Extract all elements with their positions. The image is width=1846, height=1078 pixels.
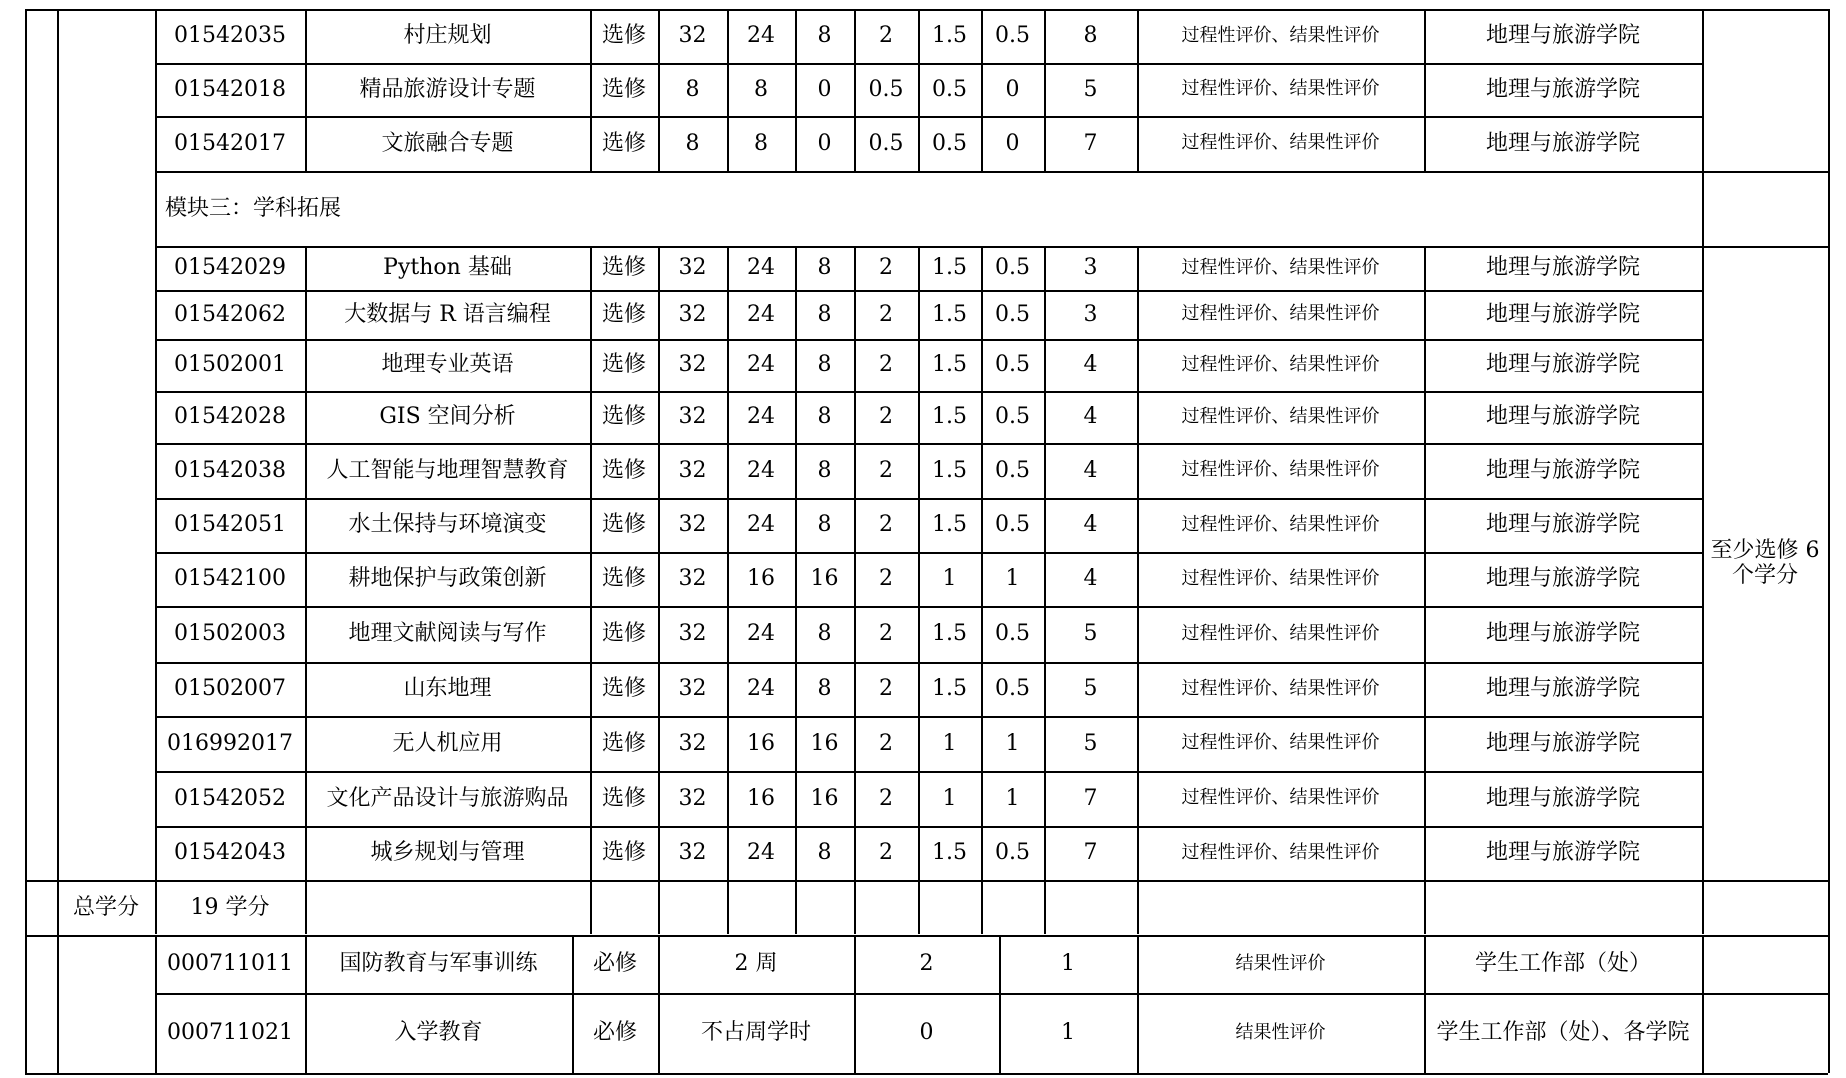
practice-hours: 16 <box>810 566 839 592</box>
grid-line-vertical <box>795 9 797 171</box>
course-type: 选修 <box>601 730 646 756</box>
total-hours: 2 周 <box>734 951 778 977</box>
semester: 5 <box>1083 76 1098 102</box>
theory-hours: 24 <box>747 512 775 538</box>
practice-hours: 0 <box>817 76 832 102</box>
practice-hours: 8 <box>817 301 832 327</box>
course-type: 选修 <box>601 840 646 866</box>
course-type: 选修 <box>601 255 646 281</box>
grid-line-horizontal <box>155 290 1702 292</box>
grid-line-horizontal <box>155 116 1702 118</box>
practice-credits: 0.5 <box>995 840 1030 866</box>
theory-hours: 24 <box>747 255 775 281</box>
semester: 3 <box>1083 255 1098 281</box>
department: 地理与旅游学院 <box>1485 23 1640 49</box>
grid-line-vertical <box>1702 935 1704 1073</box>
semester: 5 <box>1083 730 1098 756</box>
semester: 5 <box>1083 621 1098 647</box>
grid-line-vertical <box>305 935 307 1073</box>
grid-line-vertical <box>727 880 729 934</box>
grid-line-vertical <box>658 9 660 171</box>
theory-credits: 0.5 <box>932 76 967 102</box>
practice-hours: 8 <box>817 255 832 281</box>
grid-line-vertical <box>1424 880 1426 934</box>
theory-credits: 1.5 <box>932 255 967 281</box>
department: 地理与旅游学院 <box>1485 130 1640 156</box>
grid-line-vertical <box>658 246 660 881</box>
course-code: 01542100 <box>174 566 286 592</box>
department: 学生工作部（处） <box>1474 951 1651 977</box>
grid-line-horizontal <box>25 880 1828 882</box>
grid-line-vertical <box>1424 9 1426 171</box>
theory-credits: 1.5 <box>932 301 967 327</box>
course-code: 016992017 <box>167 730 293 756</box>
course-code: 01502001 <box>174 352 286 378</box>
practice-credits: 0.5 <box>995 23 1030 49</box>
assessment: 过程性评价、结果性评价 <box>1181 732 1380 754</box>
theory-hours: 24 <box>747 23 775 49</box>
credits: 2 <box>879 457 893 483</box>
course-name: 水土保持与环境演变 <box>348 512 547 538</box>
course-code: 01542035 <box>174 23 286 49</box>
practice-credits: 0.5 <box>995 255 1030 281</box>
grid-line-horizontal <box>155 993 1828 995</box>
grid-line-vertical <box>1137 935 1139 1073</box>
assessment: 结果性评价 <box>1235 1021 1326 1043</box>
course-name: 人工智能与地理智慧教育 <box>326 457 569 483</box>
grid-line-vertical <box>590 9 592 171</box>
practice-credits: 0.5 <box>995 457 1030 483</box>
total-hours: 32 <box>678 566 707 592</box>
credits: 2 <box>879 352 893 378</box>
grid-line-vertical <box>918 246 920 881</box>
grid-line-vertical <box>981 9 983 171</box>
grid-line-vertical <box>590 880 592 934</box>
grid-line-vertical <box>1044 9 1046 171</box>
practice-hours: 8 <box>817 676 832 702</box>
credits: 0 <box>919 1020 934 1046</box>
grid-line-vertical <box>1044 880 1046 934</box>
course-name: Python 基础 <box>383 255 512 281</box>
grid-line-vertical <box>1137 880 1139 934</box>
assessment: 结果性评价 <box>1235 952 1326 974</box>
theory-credits: 1.5 <box>932 23 967 49</box>
practice-hours: 0 <box>817 130 832 156</box>
course-type: 选修 <box>601 404 646 430</box>
practice-hours: 8 <box>817 512 832 538</box>
department: 地理与旅游学院 <box>1485 255 1640 281</box>
practice-credits: 1 <box>1005 566 1020 592</box>
grid-line-vertical <box>57 9 59 1073</box>
course-name: 入学教育 <box>394 1020 483 1046</box>
assessment: 过程性评价、结果性评价 <box>1181 132 1380 154</box>
grid-line-vertical <box>1044 246 1046 881</box>
semester: 7 <box>1083 840 1098 866</box>
course-type: 选修 <box>601 785 646 811</box>
theory-credits: 1.5 <box>932 352 967 378</box>
grid-line-vertical <box>305 246 307 881</box>
grid-line-vertical <box>1137 246 1139 881</box>
theory-hours: 16 <box>747 785 775 811</box>
theory-hours: 24 <box>747 840 775 866</box>
credits: 2 <box>879 566 893 592</box>
semester: 5 <box>1083 676 1098 702</box>
grid-line-vertical <box>795 246 797 881</box>
practice-hours: 8 <box>817 457 832 483</box>
department: 地理与旅游学院 <box>1485 404 1640 430</box>
grid-line-horizontal <box>25 9 1828 11</box>
semester: 4 <box>1083 352 1098 378</box>
total-hours: 32 <box>678 352 707 378</box>
grid-line-vertical <box>999 935 1001 1073</box>
course-name: 山东地理 <box>403 676 492 702</box>
grid-line-vertical <box>590 246 592 881</box>
course-type: 选修 <box>601 352 646 378</box>
practice-credits: 0 <box>1005 130 1020 156</box>
credits: 0.5 <box>868 130 904 156</box>
grid-line-vertical <box>1828 9 1830 1073</box>
theory-credits: 1.5 <box>932 404 967 430</box>
course-type: 选修 <box>601 566 646 592</box>
grid-line-vertical <box>918 9 920 171</box>
course-code: 01542062 <box>174 301 286 327</box>
semester: 1 <box>1061 1020 1075 1046</box>
assessment: 过程性评价、结果性评价 <box>1181 622 1380 644</box>
assessment: 过程性评价、结果性评价 <box>1181 78 1380 100</box>
grid-line-horizontal <box>155 339 1702 341</box>
practice-credits: 0.5 <box>995 352 1030 378</box>
grid-line-vertical <box>854 9 856 171</box>
theory-hours: 24 <box>747 404 775 430</box>
grid-line-vertical <box>155 935 157 1073</box>
grid-line-horizontal <box>155 246 1828 248</box>
course-code: 01502007 <box>174 676 286 702</box>
course-name: 村庄规划 <box>403 23 492 49</box>
total-hours: 32 <box>678 512 707 538</box>
grid-line-horizontal <box>155 552 1702 554</box>
practice-credits: 1 <box>1005 785 1020 811</box>
course-code: 01542038 <box>174 457 286 483</box>
practice-credits: 1 <box>1005 730 1020 756</box>
course-type: 选修 <box>601 301 646 327</box>
practice-credits: 0.5 <box>995 676 1030 702</box>
grid-line-vertical <box>854 935 856 1073</box>
total-hours: 8 <box>685 76 700 102</box>
grid-line-vertical <box>1424 246 1426 881</box>
assessment: 过程性评价、结果性评价 <box>1181 405 1380 427</box>
grid-line-vertical <box>727 246 729 881</box>
theory-credits: 1 <box>942 730 957 756</box>
total-hours: 不占周学时 <box>700 1020 811 1046</box>
grid-line-horizontal <box>155 443 1702 445</box>
total-hours: 32 <box>678 785 707 811</box>
course-code: 01542051 <box>174 512 286 538</box>
course-code: 000711021 <box>167 1020 293 1046</box>
grid-line-vertical <box>155 880 157 934</box>
semester: 7 <box>1083 130 1098 156</box>
theory-hours: 16 <box>747 566 775 592</box>
grid-line-vertical <box>1702 9 1704 880</box>
total-hours: 32 <box>678 840 707 866</box>
course-code: 01502003 <box>174 621 286 647</box>
course-type: 选修 <box>601 621 646 647</box>
semester: 4 <box>1083 457 1098 483</box>
practice-credits: 0.5 <box>995 512 1030 538</box>
credits: 2 <box>879 301 893 327</box>
department: 地理与旅游学院 <box>1485 785 1640 811</box>
theory-hours: 24 <box>747 621 775 647</box>
total-hours: 32 <box>678 255 707 281</box>
credits: 0.5 <box>868 76 904 102</box>
department: 学生工作部（处）、各学院 <box>1436 1020 1690 1046</box>
semester: 1 <box>1061 951 1075 977</box>
grid-line-horizontal <box>155 826 1702 828</box>
semester: 3 <box>1083 301 1098 327</box>
practice-hours: 8 <box>817 840 832 866</box>
assessment: 过程性评价、结果性评价 <box>1181 24 1380 46</box>
course-type: 选修 <box>601 676 646 702</box>
department: 地理与旅游学院 <box>1485 730 1640 756</box>
grid-line-horizontal <box>155 606 1702 608</box>
theory-credits: 1.5 <box>932 512 967 538</box>
practice-hours: 16 <box>810 785 839 811</box>
course-name: 无人机应用 <box>392 730 503 756</box>
grid-line-vertical <box>25 9 27 1073</box>
grid-line-vertical <box>795 880 797 934</box>
assessment: 过程性评价、结果性评价 <box>1181 256 1380 278</box>
assessment: 过程性评价、结果性评价 <box>1181 841 1380 863</box>
practice-hours: 8 <box>817 621 832 647</box>
grid-line-vertical <box>981 246 983 881</box>
total-hours: 32 <box>678 730 707 756</box>
course-code: 01542028 <box>174 404 286 430</box>
grid-line-vertical <box>981 880 983 934</box>
course-name: 城乡规划与管理 <box>370 840 525 866</box>
department: 地理与旅游学院 <box>1485 676 1640 702</box>
grid-line-horizontal <box>155 662 1702 664</box>
credits: 2 <box>879 23 893 49</box>
grid-line-vertical <box>1702 880 1704 934</box>
grid-line-horizontal <box>25 1073 1828 1075</box>
theory-hours: 24 <box>747 352 775 378</box>
course-name: 文旅融合专题 <box>381 130 514 156</box>
total-hours: 32 <box>678 404 707 430</box>
grid-line-horizontal <box>155 498 1702 500</box>
practice-credits: 0.5 <box>995 404 1030 430</box>
theory-credits: 0.5 <box>932 130 967 156</box>
course-type: 选修 <box>601 457 646 483</box>
course-type: 选修 <box>601 76 646 102</box>
course-code: 01542029 <box>174 255 286 281</box>
department: 地理与旅游学院 <box>1485 301 1640 327</box>
grid-line-vertical <box>305 9 307 171</box>
total-hours: 32 <box>678 621 707 647</box>
elective-note: 至少选修 6 个学分 <box>1710 537 1820 588</box>
practice-credits: 0 <box>1005 76 1020 102</box>
grid-line-vertical <box>658 880 660 934</box>
credits: 2 <box>879 621 893 647</box>
credits: 2 <box>879 730 893 756</box>
grid-line-vertical <box>305 880 307 934</box>
grid-line-vertical <box>572 935 574 1073</box>
course-type: 必修 <box>592 951 637 977</box>
practice-hours: 8 <box>817 352 832 378</box>
total-hours: 32 <box>678 457 707 483</box>
semester: 8 <box>1083 23 1098 49</box>
department: 地理与旅游学院 <box>1485 840 1640 866</box>
grid-line-horizontal <box>155 716 1702 718</box>
total-credits-label: 总学分 <box>72 894 139 920</box>
theory-credits: 1 <box>942 566 957 592</box>
grid-line-vertical <box>155 9 157 880</box>
course-name: 耕地保护与政策创新 <box>348 566 547 592</box>
grid-line-horizontal <box>155 171 1828 173</box>
assessment: 过程性评价、结果性评价 <box>1181 303 1380 325</box>
practice-hours: 8 <box>817 404 832 430</box>
course-code: 01542043 <box>174 840 286 866</box>
grid-line-vertical <box>854 246 856 881</box>
grid-line-horizontal <box>155 771 1702 773</box>
course-name: 文化产品设计与旅游购品 <box>326 785 569 811</box>
course-name: 地理文献阅读与写作 <box>348 621 547 647</box>
theory-credits: 1 <box>942 785 957 811</box>
course-code: 01542017 <box>174 130 286 156</box>
course-code: 01542018 <box>174 76 286 102</box>
course-name: 精品旅游设计专题 <box>359 76 536 102</box>
department: 地理与旅游学院 <box>1485 566 1640 592</box>
grid-line-vertical <box>1137 9 1139 171</box>
module-title: 模块三：学科拓展 <box>165 195 342 221</box>
theory-hours: 16 <box>747 730 775 756</box>
practice-credits: 0.5 <box>995 301 1030 327</box>
theory-credits: 1.5 <box>932 676 967 702</box>
department: 地理与旅游学院 <box>1485 76 1640 102</box>
grid-line-vertical <box>727 9 729 171</box>
semester: 4 <box>1083 404 1098 430</box>
grid-line-vertical <box>854 880 856 934</box>
department: 地理与旅游学院 <box>1485 512 1640 538</box>
assessment: 过程性评价、结果性评价 <box>1181 677 1380 699</box>
course-code: 000711011 <box>167 951 293 977</box>
assessment: 过程性评价、结果性评价 <box>1181 567 1380 589</box>
grid-line-horizontal <box>155 391 1702 393</box>
course-type: 选修 <box>601 23 646 49</box>
course-type: 必修 <box>592 1020 637 1046</box>
total-hours: 32 <box>678 676 707 702</box>
course-type: 选修 <box>601 512 646 538</box>
course-name: 地理专业英语 <box>381 352 514 378</box>
grid-line-horizontal <box>25 935 1828 937</box>
course-code: 01542052 <box>174 785 286 811</box>
credits: 2 <box>879 255 893 281</box>
assessment: 过程性评价、结果性评价 <box>1181 787 1380 809</box>
total-hours: 32 <box>678 23 707 49</box>
total-credits-value: 19 学分 <box>190 894 270 920</box>
course-name: 国防教育与军事训练 <box>339 951 538 977</box>
theory-hours: 24 <box>747 301 775 327</box>
credits: 2 <box>879 840 893 866</box>
grid-line-vertical <box>658 935 660 1073</box>
department: 地理与旅游学院 <box>1485 352 1640 378</box>
practice-hours: 8 <box>817 23 832 49</box>
theory-hours: 24 <box>747 457 775 483</box>
credits: 2 <box>879 676 893 702</box>
theory-hours: 24 <box>747 676 775 702</box>
course-type: 选修 <box>601 130 646 156</box>
credits: 2 <box>879 512 893 538</box>
total-hours: 32 <box>678 301 707 327</box>
course-name: GIS 空间分析 <box>379 404 516 430</box>
assessment: 过程性评价、结果性评价 <box>1181 513 1380 535</box>
semester: 4 <box>1083 512 1098 538</box>
grid-line-horizontal <box>155 63 1702 65</box>
practice-credits: 0.5 <box>995 621 1030 647</box>
credits: 2 <box>879 404 893 430</box>
department: 地理与旅游学院 <box>1485 457 1640 483</box>
assessment: 过程性评价、结果性评价 <box>1181 459 1380 481</box>
course-name: 大数据与 R 语言编程 <box>344 301 551 327</box>
practice-hours: 16 <box>810 730 839 756</box>
assessment: 过程性评价、结果性评价 <box>1181 353 1380 375</box>
department: 地理与旅游学院 <box>1485 621 1640 647</box>
theory-credits: 1.5 <box>932 840 967 866</box>
theory-credits: 1.5 <box>932 457 967 483</box>
semester: 4 <box>1083 566 1098 592</box>
theory-hours: 8 <box>754 76 768 102</box>
grid-line-vertical <box>918 880 920 934</box>
credits: 2 <box>879 785 893 811</box>
semester: 7 <box>1083 785 1098 811</box>
theory-credits: 1.5 <box>932 621 967 647</box>
total-hours: 8 <box>685 130 700 156</box>
theory-hours: 8 <box>754 130 768 156</box>
grid-line-vertical <box>1424 935 1426 1073</box>
credits: 2 <box>919 951 934 977</box>
